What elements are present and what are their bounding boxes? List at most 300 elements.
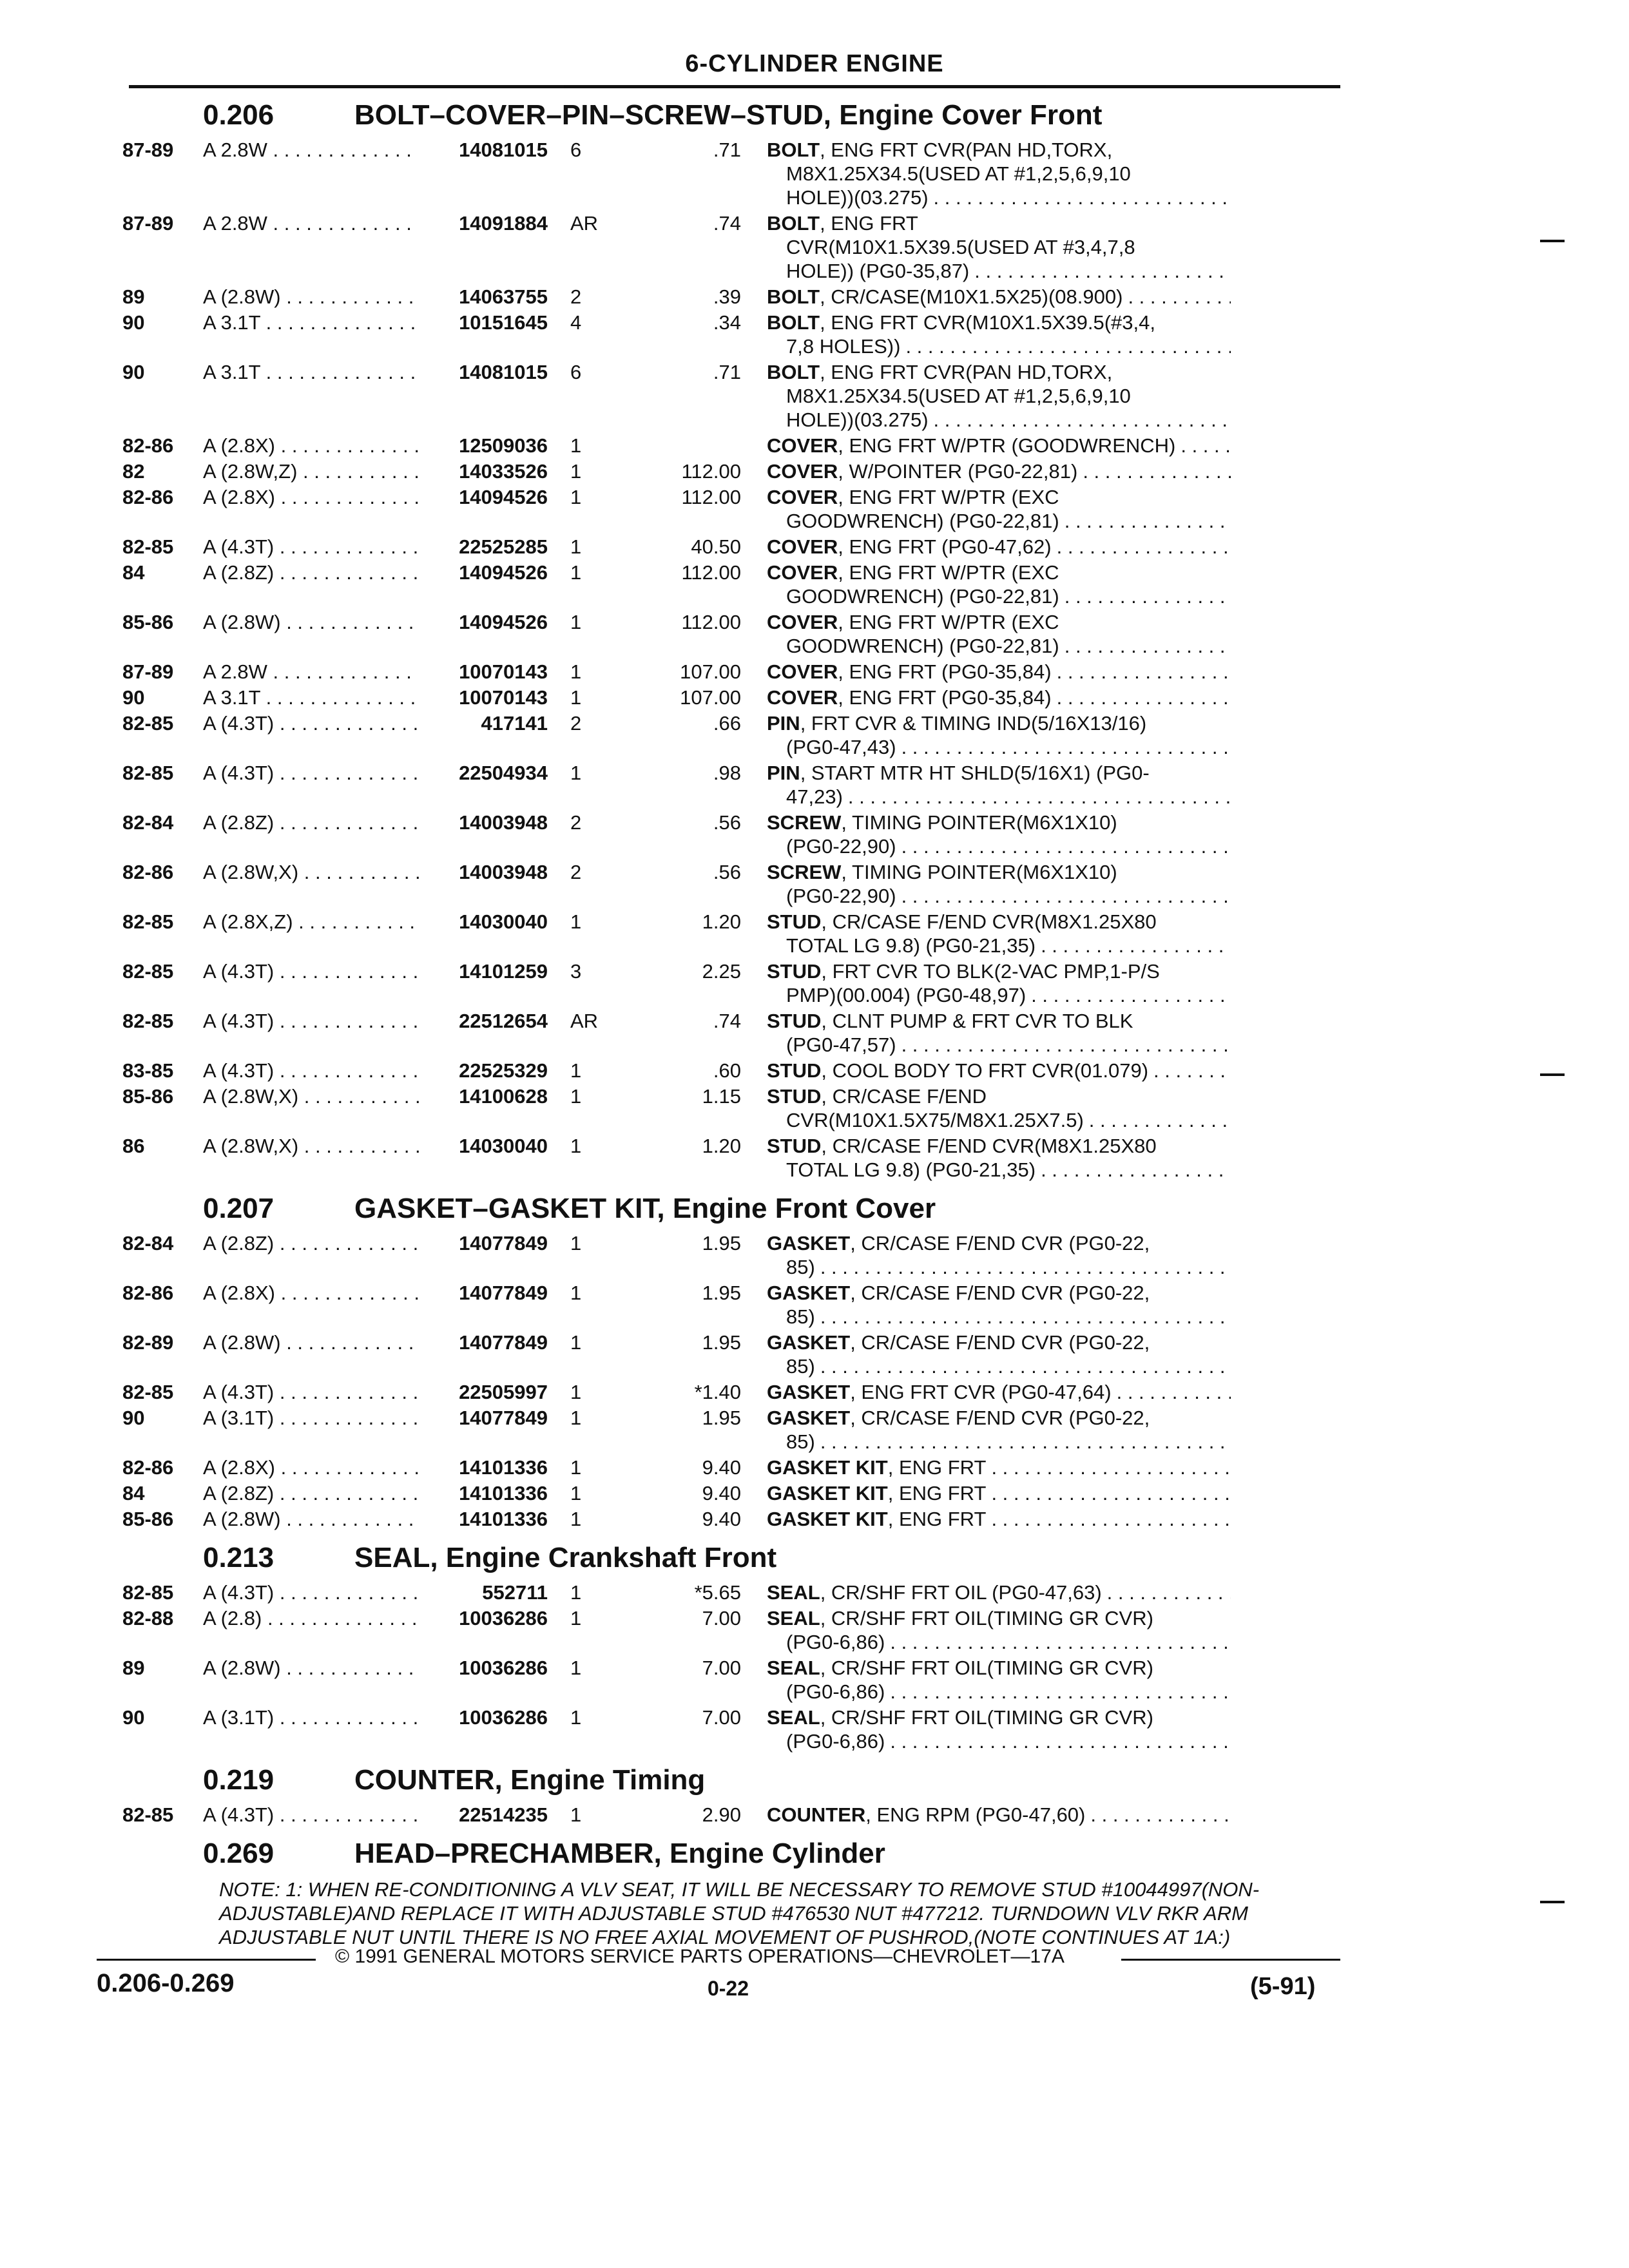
description-text bbox=[786, 834, 896, 858]
description-text bbox=[786, 1033, 896, 1057]
price: .71 bbox=[713, 139, 741, 161]
footer-rule bbox=[1121, 1959, 1340, 1961]
description-detail: , CR/SHF FRT OIL(TIMING GR CVR) bbox=[820, 1607, 1153, 1629]
description-detail: GOODWRENCH) (PG0-22,81) bbox=[786, 635, 1059, 657]
description-detail: (PG0-22,90) bbox=[786, 835, 896, 858]
part-noun: SEAL bbox=[767, 1607, 820, 1629]
model-code: A (2.8W) . . . bbox=[203, 1507, 419, 1531]
part-number: 417141 bbox=[481, 712, 548, 735]
description-text bbox=[767, 761, 1150, 785]
part-description bbox=[767, 311, 1231, 358]
description-detail: HOLE))(03.275) bbox=[786, 408, 929, 431]
part-number: 22525329 bbox=[459, 1059, 548, 1082]
dot-leader bbox=[1065, 584, 1231, 608]
model-code: A (2.8X) . . . bbox=[203, 485, 419, 509]
part-noun: GASKET bbox=[767, 1407, 851, 1429]
part-description bbox=[767, 360, 1231, 432]
footer-range: 0.206-0.269 bbox=[97, 1969, 235, 1997]
description-detail: , CR/CASE(M10X1.5X25)(08.900) bbox=[820, 285, 1123, 308]
part-description bbox=[767, 535, 1231, 559]
model-code: A (4.3T) . . . bbox=[203, 1803, 419, 1827]
description-detail: , TIMING POINTER(M6X1X10) bbox=[841, 811, 1117, 834]
section-title: COUNTER, Engine Timing bbox=[354, 1764, 706, 1796]
description-text bbox=[786, 1255, 815, 1279]
price: 112.00 bbox=[681, 486, 741, 508]
dot-leader bbox=[820, 1354, 1231, 1378]
description-text bbox=[786, 634, 1059, 658]
dot-leader bbox=[974, 259, 1231, 283]
description-detail: , ENG FRT CVR(PAN HD,TORX, bbox=[820, 361, 1113, 383]
part-row bbox=[116, 360, 1353, 432]
price: 40.50 bbox=[691, 535, 741, 558]
model-code: A (4.3T) . . . bbox=[203, 1581, 419, 1604]
part-number: 14100628 bbox=[459, 1085, 548, 1108]
description-detail: TOTAL LG 9.8) (PG0-21,35) bbox=[786, 1158, 1036, 1181]
description-detail: , CR/CASE F/END CVR (PG0-22, bbox=[850, 1331, 1150, 1354]
description-detail: , CR/CASE F/END CVR (PG0-22, bbox=[850, 1407, 1150, 1429]
price: *5.65 bbox=[694, 1581, 741, 1604]
part-row bbox=[116, 711, 1353, 759]
part-description bbox=[767, 761, 1231, 809]
dot-leader bbox=[820, 1430, 1231, 1454]
dot-leader bbox=[1057, 686, 1231, 709]
dot-leader bbox=[1153, 1059, 1231, 1082]
price: .98 bbox=[713, 762, 741, 784]
part-noun: BOLT bbox=[767, 361, 820, 383]
description-text bbox=[767, 360, 1112, 384]
part-row bbox=[116, 485, 1353, 533]
dot-leader bbox=[901, 1033, 1231, 1057]
part-noun: COVER bbox=[767, 460, 838, 483]
model-years: 83-85 bbox=[122, 1059, 174, 1082]
description-text bbox=[767, 1134, 1157, 1158]
price: .74 bbox=[713, 1010, 741, 1032]
part-row bbox=[116, 1507, 1353, 1531]
section-code: 0.206 bbox=[203, 99, 275, 131]
price: 1.95 bbox=[702, 1407, 741, 1429]
part-number: 14077849 bbox=[459, 1282, 548, 1304]
model-code: A (2.8Z) . . . bbox=[203, 1481, 419, 1505]
part-description bbox=[767, 1084, 1231, 1132]
description-detail: , FRT CVR & TIMING IND(5/16X13/16) bbox=[800, 712, 1147, 735]
part-noun: GASKET bbox=[767, 1381, 851, 1403]
model-years: 82-85 bbox=[122, 1010, 174, 1032]
part-number: 14091884 bbox=[459, 212, 548, 235]
description-detail: (PG0-6,86) bbox=[786, 1631, 885, 1653]
description-detail: (PG0-22,90) bbox=[786, 885, 896, 907]
model-code: A 2.8W . . . bbox=[203, 138, 419, 162]
description-line bbox=[767, 1803, 1231, 1827]
description-detail: 85) bbox=[786, 1256, 815, 1278]
price: 1.95 bbox=[702, 1232, 741, 1254]
part-description bbox=[767, 1581, 1231, 1604]
model-years: 82-86 bbox=[122, 1282, 174, 1304]
part-row bbox=[116, 1706, 1353, 1753]
part-row bbox=[116, 285, 1353, 309]
description-line bbox=[767, 735, 1231, 759]
quantity: AR bbox=[570, 212, 599, 235]
description-detail: , ENG FRT bbox=[820, 212, 918, 235]
description-text bbox=[767, 434, 1175, 457]
description-line bbox=[767, 1305, 1231, 1329]
part-number: 10036286 bbox=[459, 1657, 548, 1679]
part-row bbox=[116, 959, 1353, 1007]
dot-leader bbox=[991, 1456, 1231, 1479]
part-noun: STUD bbox=[767, 960, 822, 983]
description-line bbox=[767, 785, 1231, 809]
description-detail: , CR/SHF FRT OIL(TIMING GR CVR) bbox=[820, 1657, 1153, 1679]
footer-rule bbox=[97, 1959, 316, 1961]
description-line bbox=[767, 811, 1231, 834]
description-detail: , COOL BODY TO FRT CVR(01.079) bbox=[821, 1059, 1149, 1082]
part-description bbox=[767, 811, 1231, 858]
description-text bbox=[767, 711, 1146, 735]
price: .34 bbox=[713, 311, 741, 334]
description-text bbox=[767, 1281, 1150, 1305]
description-text bbox=[786, 735, 896, 759]
part-description bbox=[767, 610, 1231, 658]
quantity: 1 bbox=[570, 1706, 582, 1729]
description-line bbox=[767, 983, 1231, 1007]
description-line bbox=[767, 211, 1231, 235]
description-text bbox=[786, 408, 929, 432]
part-noun: GASKET KIT bbox=[767, 1456, 888, 1479]
part-noun: STUD bbox=[767, 910, 822, 933]
model-years: 82-85 bbox=[122, 712, 174, 735]
model-years: 82 bbox=[122, 460, 145, 483]
price: 9.40 bbox=[702, 1482, 741, 1504]
part-description bbox=[767, 860, 1231, 908]
part-row bbox=[116, 459, 1353, 483]
quantity: 1 bbox=[570, 1282, 582, 1304]
description-text bbox=[786, 584, 1059, 608]
description-text bbox=[786, 259, 969, 283]
part-description bbox=[767, 1481, 1231, 1505]
part-number: 10151645 bbox=[459, 311, 548, 334]
description-text bbox=[767, 211, 918, 235]
model-code: A (4.3T) . . . bbox=[203, 761, 419, 785]
part-row bbox=[116, 1481, 1353, 1505]
description-text bbox=[786, 1630, 885, 1654]
description-detail: , ENG FRT W/PTR (GOODWRENCH) bbox=[838, 434, 1176, 457]
part-row bbox=[116, 1606, 1353, 1654]
description-line bbox=[767, 334, 1231, 358]
quantity: 1 bbox=[570, 1657, 582, 1679]
price: 112.00 bbox=[681, 460, 741, 483]
part-number: 14101336 bbox=[459, 1456, 548, 1479]
description-detail: , ENG FRT bbox=[887, 1456, 987, 1479]
dot-leader bbox=[1089, 1108, 1231, 1132]
margin-mark bbox=[1540, 1073, 1565, 1076]
quantity: 6 bbox=[570, 139, 582, 161]
page-title: 6-CYLINDER ENGINE bbox=[685, 50, 944, 77]
quantity: 4 bbox=[570, 311, 582, 334]
model-years: 85-86 bbox=[122, 1085, 174, 1108]
dot-leader bbox=[820, 1305, 1231, 1329]
description-detail: , ENG FRT CVR(M10X1.5X39.5(#3,4, bbox=[820, 311, 1155, 334]
description-detail: , ENG FRT CVR(PAN HD,TORX, bbox=[820, 139, 1113, 161]
price: 112.00 bbox=[681, 561, 741, 584]
model-code: A (2.8W,X) . . . bbox=[203, 860, 419, 884]
description-detail: , ENG FRT (PG0-35,84) bbox=[838, 686, 1052, 709]
description-text bbox=[786, 162, 1131, 186]
description-line bbox=[767, 1481, 1231, 1505]
description-text bbox=[767, 1481, 986, 1505]
description-text bbox=[767, 285, 1123, 309]
description-text bbox=[786, 384, 1131, 408]
description-detail: (PG0-47,43) bbox=[786, 736, 896, 758]
price: 1.20 bbox=[702, 910, 741, 933]
margin-mark bbox=[1540, 240, 1565, 242]
description-detail: M8X1.25X34.5(USED AT #1,2,5,6,9,10 bbox=[786, 162, 1131, 185]
price: 1.20 bbox=[702, 1135, 741, 1157]
price: *1.40 bbox=[694, 1381, 741, 1403]
description-text bbox=[786, 186, 929, 209]
model-years: 82-85 bbox=[122, 1803, 174, 1826]
part-description bbox=[767, 285, 1231, 309]
model-code: A 2.8W . . . bbox=[203, 660, 419, 684]
part-number: 14094526 bbox=[459, 561, 548, 584]
part-row bbox=[116, 1281, 1353, 1329]
model-years: 82-85 bbox=[122, 762, 174, 784]
part-noun: COVER bbox=[767, 611, 838, 633]
description-text bbox=[767, 311, 1155, 334]
part-number: 14030040 bbox=[459, 910, 548, 933]
description-text bbox=[767, 959, 1160, 983]
description-text bbox=[767, 138, 1112, 162]
description-line bbox=[767, 485, 1231, 509]
part-number: 14077849 bbox=[459, 1232, 548, 1254]
quantity: 1 bbox=[570, 434, 582, 457]
description-detail: HOLE))(03.275) bbox=[786, 186, 929, 209]
part-description bbox=[767, 1406, 1231, 1454]
description-detail: 47,23) bbox=[786, 785, 843, 808]
description-text bbox=[767, 1656, 1153, 1680]
footer-copyright: © 1991 GENERAL MOTORS SERVICE PARTS OPERATIONS—CHEVROLET—17A bbox=[335, 1946, 1065, 1967]
part-number: 14077849 bbox=[459, 1407, 548, 1429]
section-code: 0.207 bbox=[203, 1193, 275, 1224]
part-description bbox=[767, 1231, 1231, 1279]
description-line bbox=[767, 610, 1231, 634]
description-line bbox=[767, 1158, 1231, 1182]
section-code: 0.213 bbox=[203, 1542, 275, 1573]
part-number: 10070143 bbox=[459, 686, 548, 709]
part-noun: STUD bbox=[767, 1085, 822, 1108]
description-line bbox=[767, 1656, 1231, 1680]
part-description bbox=[767, 1380, 1231, 1404]
description-text bbox=[767, 1059, 1148, 1082]
model-code: A (2.8W,X) . . . bbox=[203, 1134, 419, 1158]
part-noun: COVER bbox=[767, 561, 838, 584]
part-row bbox=[116, 1231, 1353, 1279]
description-detail: CVR(M10X1.5X39.5(USED AT #3,4,7,8 bbox=[786, 236, 1135, 258]
quantity: 1 bbox=[570, 1508, 582, 1530]
description-text bbox=[786, 235, 1135, 259]
description-line bbox=[767, 1581, 1231, 1604]
description-detail: M8X1.25X34.5(USED AT #1,2,5,6,9,10 bbox=[786, 385, 1131, 407]
dot-leader bbox=[890, 1680, 1231, 1704]
price: 112.00 bbox=[681, 611, 741, 633]
description-detail: , ENG FRT W/PTR (EXC bbox=[838, 486, 1059, 508]
part-noun: GASKET bbox=[767, 1282, 851, 1304]
section-title: SEAL, Engine Crankshaft Front bbox=[354, 1542, 777, 1573]
description-line bbox=[767, 1630, 1231, 1654]
description-detail: (PG0-47,57) bbox=[786, 1033, 896, 1056]
quantity: 1 bbox=[570, 1232, 582, 1254]
part-noun: GASKET bbox=[767, 1232, 851, 1254]
price: 9.40 bbox=[702, 1508, 741, 1530]
quantity: AR bbox=[570, 1010, 599, 1032]
description-line bbox=[767, 1430, 1231, 1454]
part-number: 14094526 bbox=[459, 611, 548, 633]
price: 1.95 bbox=[702, 1282, 741, 1304]
part-row bbox=[116, 1380, 1353, 1404]
model-years: 82-85 bbox=[122, 910, 174, 933]
description-detail: , TIMING POINTER(M6X1X10) bbox=[841, 861, 1117, 883]
part-row bbox=[116, 860, 1353, 908]
price: 7.00 bbox=[702, 1657, 741, 1679]
model-code: A (2.8W) . . . bbox=[203, 1656, 419, 1680]
model-years: 82-84 bbox=[122, 1232, 174, 1254]
description-line bbox=[767, 459, 1231, 483]
description-text bbox=[767, 811, 1117, 834]
part-noun: BOLT bbox=[767, 285, 820, 308]
part-number: 22504934 bbox=[459, 762, 548, 784]
description-text bbox=[767, 610, 1059, 634]
model-years: 84 bbox=[122, 1482, 145, 1504]
description-detail: PMP)(00.004) (PG0-48,97) bbox=[786, 984, 1027, 1006]
part-noun: SEAL bbox=[767, 1706, 820, 1729]
description-line bbox=[767, 360, 1231, 384]
model-code: A (4.3T) . . . bbox=[203, 1009, 419, 1033]
section-note: NOTE: 1: WHEN RE-CONDITIONING A VLV SEAT, IT WILL BE NECESSARY TO REMOVE STUD #10044997(NON-ADJUSTABLE)AND REPLACE IT WITH ADJUSTABLE STUD #476530 NUT #477212. TURNDOWN VLV RKR ARM ADJUSTABLE NUT UNTIL THERE IS NO FREE AXIAL MOVEMENT OF PUSHROD,(NOTE CONTINUES AT 1A:) bbox=[219, 1878, 1260, 1948]
part-number: 14077849 bbox=[459, 1331, 548, 1354]
part-row bbox=[116, 211, 1353, 283]
quantity: 1 bbox=[570, 686, 582, 709]
description-line bbox=[767, 1108, 1231, 1132]
model-code: A 3.1T . . . bbox=[203, 311, 419, 334]
part-description bbox=[767, 910, 1231, 957]
quantity: 1 bbox=[570, 1085, 582, 1108]
part-row bbox=[116, 1656, 1353, 1704]
part-number: 14101336 bbox=[459, 1482, 548, 1504]
part-number: 14081015 bbox=[459, 139, 548, 161]
description-line bbox=[767, 1059, 1231, 1082]
part-noun: COVER bbox=[767, 535, 838, 558]
part-noun: COUNTER bbox=[767, 1803, 866, 1826]
model-code: A 3.1T . . . bbox=[203, 360, 419, 384]
model-years: 82-85 bbox=[122, 535, 174, 558]
dot-leader bbox=[1031, 983, 1231, 1007]
price: 107.00 bbox=[680, 686, 741, 709]
quantity: 6 bbox=[570, 361, 582, 383]
description-text bbox=[786, 1158, 1036, 1182]
model-code: A (2.8X,Z) . . . bbox=[203, 910, 419, 934]
model-years: 82-89 bbox=[122, 1331, 174, 1354]
part-noun: GASKET KIT bbox=[767, 1482, 888, 1504]
description-detail: , CR/CASE F/END CVR (PG0-22, bbox=[850, 1232, 1150, 1254]
description-line bbox=[767, 959, 1231, 983]
model-code: A (2.8W) . . . bbox=[203, 285, 419, 309]
description-detail: (PG0-6,86) bbox=[786, 1730, 885, 1753]
model-years: 84 bbox=[122, 561, 145, 584]
part-number: 14101259 bbox=[459, 960, 548, 983]
part-noun: SEAL bbox=[767, 1581, 820, 1604]
description-line bbox=[767, 1354, 1231, 1378]
dot-leader bbox=[1041, 1158, 1231, 1182]
model-code: A 3.1T . . . bbox=[203, 686, 419, 709]
description-detail: , CR/CASE F/END CVR(M8X1.25X80 bbox=[821, 910, 1157, 933]
model-years: 89 bbox=[122, 285, 145, 308]
quantity: 1 bbox=[570, 1581, 582, 1604]
dot-leader bbox=[991, 1481, 1231, 1505]
description-detail: , FRT CVR TO BLK(2-VAC PMP,1-P/S bbox=[821, 960, 1160, 983]
dot-leader bbox=[934, 186, 1231, 209]
part-noun: PIN bbox=[767, 712, 800, 735]
dot-leader bbox=[820, 1255, 1231, 1279]
section-header bbox=[116, 90, 1353, 138]
model-years: 90 bbox=[122, 311, 145, 334]
model-code: A (4.3T) . . . bbox=[203, 1059, 419, 1082]
description-line bbox=[767, 1255, 1231, 1279]
model-code: A (2.8X) . . . bbox=[203, 1281, 419, 1305]
part-row bbox=[116, 311, 1353, 358]
part-description bbox=[767, 1059, 1231, 1082]
description-text bbox=[767, 1581, 1102, 1604]
description-text bbox=[786, 1108, 1084, 1132]
description-detail: , W/POINTER (PG0-22,81) bbox=[838, 460, 1078, 483]
description-line bbox=[767, 1680, 1231, 1704]
description-text bbox=[767, 660, 1052, 684]
parts-catalog bbox=[116, 90, 1353, 1949]
part-noun: STUD bbox=[767, 1059, 822, 1082]
part-row bbox=[116, 1456, 1353, 1479]
quantity: 1 bbox=[570, 1407, 582, 1429]
description-detail: GOODWRENCH) (PG0-22,81) bbox=[786, 585, 1059, 608]
model-years: 85-86 bbox=[122, 1508, 174, 1530]
dot-leader bbox=[901, 735, 1231, 759]
part-row bbox=[116, 1059, 1353, 1082]
description-detail: , ENG RPM (PG0-47,60) bbox=[865, 1803, 1086, 1826]
part-row bbox=[116, 1803, 1353, 1827]
description-detail: HOLE)) (PG0-35,87) bbox=[786, 260, 970, 282]
description-text bbox=[767, 1456, 986, 1479]
description-detail: , CR/CASE F/END CVR(M8X1.25X80 bbox=[821, 1135, 1157, 1157]
description-text bbox=[767, 535, 1052, 559]
description-line bbox=[767, 1033, 1231, 1057]
quantity: 1 bbox=[570, 1482, 582, 1504]
model-years: 87-89 bbox=[122, 139, 174, 161]
model-years: 82-84 bbox=[122, 811, 174, 834]
part-description bbox=[767, 660, 1231, 684]
description-text bbox=[786, 1430, 815, 1454]
part-noun: PIN bbox=[767, 762, 800, 784]
section-header bbox=[116, 1755, 1353, 1803]
quantity: 1 bbox=[570, 1607, 582, 1629]
part-number: 22512654 bbox=[459, 1010, 548, 1032]
description-detail: , CR/CASE F/END bbox=[821, 1085, 987, 1108]
model-code: A (2.8W,X) . . . bbox=[203, 1084, 419, 1108]
model-code: A (2.8W,Z) . . . bbox=[203, 459, 419, 483]
description-text bbox=[767, 1009, 1133, 1033]
description-detail: (PG0-6,86) bbox=[786, 1680, 885, 1703]
description-line bbox=[767, 1507, 1231, 1531]
model-years: 82-86 bbox=[122, 434, 174, 457]
model-years: 85-86 bbox=[122, 611, 174, 633]
description-detail: , CR/CASE F/END CVR (PG0-22, bbox=[850, 1282, 1150, 1304]
part-description bbox=[767, 1706, 1231, 1753]
description-line bbox=[767, 1134, 1231, 1158]
